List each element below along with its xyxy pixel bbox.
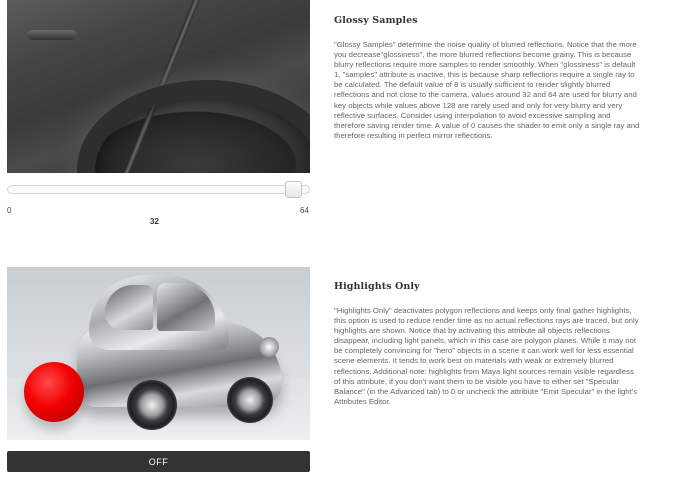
car-door-handle xyxy=(27,30,77,40)
highlights-only-toggle-button[interactable]: OFF xyxy=(7,451,310,472)
red-sphere xyxy=(24,362,84,422)
glossy-samples-render-image xyxy=(7,0,310,173)
glossy-samples-title: Glossy Samples xyxy=(334,15,418,26)
glossy-samples-slider-handle[interactable] xyxy=(285,181,302,198)
slider-min-label: 0 xyxy=(7,206,12,215)
slider-max-label: 64 xyxy=(300,206,309,215)
highlights-only-render-image xyxy=(7,267,310,440)
car-wheel-arch xyxy=(77,80,310,173)
car-front-wheel xyxy=(227,377,273,423)
highlights-only-title: Highlights Only xyxy=(334,281,420,292)
car-headlight xyxy=(259,337,279,357)
car-rear-wheel xyxy=(127,380,177,430)
glossy-samples-description: "Glossy Samples" determine the noise quality of blurred reflections. Notice that the more you decrease"glossiness", the more blurred reflections become grainy. This is because blurry reflections require more samples to render smoothly. When "glossiness" is default 1, "samples" attribute is inactive, this is because sharp reflections require a single ray to be calculated. The default value of 8 is usually sufficient to render slightly blurred reflections and not close to the camera, values around 32 and 64 are used for blurry and key objects while values above 128 are rarely used and only for very blurry and very reflective surfaces. Consider using interpolation to avoid excessive sampling and therefore saving render time. A value of 0 causes the shader to emit only a single ray and therefore resulting in perfect mirror reflections. xyxy=(334,40,640,140)
glossy-samples-slider-track[interactable] xyxy=(7,185,310,194)
slider-value-label: 32 xyxy=(150,217,159,226)
highlights-only-description: "Highlights Only" deactivates polygon reflections and keeps only final gather highlights, this option is used to reduce render time as no actual reflections rays are traced, but only highlights are shown. Notice that by activating this attribute all objects reflections disappear, including light panels, which in this case are polygon planes. While it may not be completely convincing for "hero" objects in a scene it can work well for less essential scene elements. It tends to work best on materials with weak or extremely blurred reflections. Additional note: highlights from Maya light sources remain visible regardless of this attribute, if you don't want them to be visible you have to either set "Specular Balance" (in the Advanced tab) to 0 or uncheck the attribute "Emit Specular" in the light's Attributes Editor. xyxy=(334,306,639,406)
